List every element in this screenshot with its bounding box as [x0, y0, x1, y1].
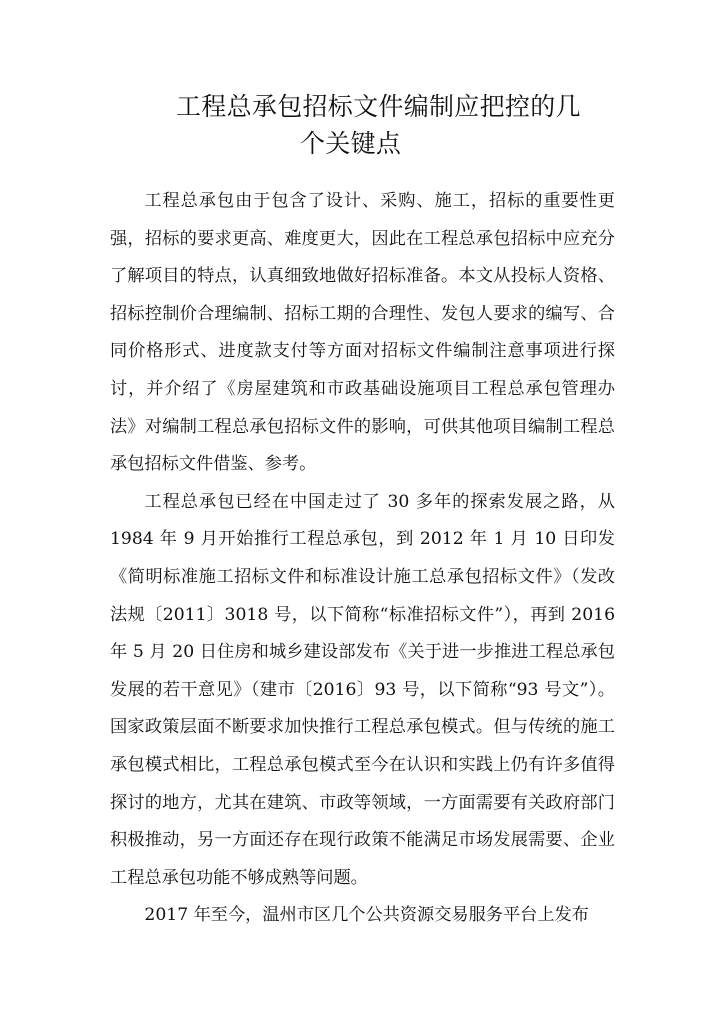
paragraph-abstract: 工程总承包由于包含了设计、采购、施工，招标的重要性更强，招标的要求更高、难度更大，因此在工程总承包招标中应充分了解项目的特点，认真细致地做好招标准备。本文从投标人资格、招标控制价合理编制、招标工期的合理性、发包人要求的编写、合同价格形式、进度款支付等方面对招标文件编制注意事项进行探讨，并介绍了《房屋建筑和市政基础设施项目工程总承包管理办法》对编制工程总承包招标文件的影响，可供其他项目编制工程总承包招标文件借鉴、参考。 [110, 191, 615, 475]
title-line-2: 个关键点 [300, 129, 402, 158]
paragraph-history: 工程总承包已经在中国走过了 30 多年的探索发展之路，从 1984 年 9 月开始推行工程总承包，到 2012 年 1 月 10 日印发《简明标准施工招标文件和标准设计施工总承包招标文件》（发改法规〔2011〕3018 号，以下简称“标准招标文件”），再到 2016 年 5 月 20 日住房和城乡建设部发布《关于进一步推进工程总承包发展的若干意见》（建市〔2016〕93 号，以下简称“93 号文”）。国家政策层面不断要求加快推行工程总承包模式。但与传统的施工承包模式相比，工程总承包模式至今在认识和实践上仍有许多值得探讨的地方，尤其在建筑、市政等领域，一方面需要有关政府部门积极推动，另一方面还存在现行政策不能满足市场发展需要、企业工程总承包功能不够成熟等问题。 [110, 491, 615, 888]
document-body [110, 183, 615, 935]
document-title [150, 88, 630, 162]
paragraph-wenzhou: 2017 年至今，温州市区几个公共资源交易服务平台上发布 [144, 905, 589, 926]
title-line-1: 工程总承包招标文件编制应把控的几 [176, 92, 581, 121]
